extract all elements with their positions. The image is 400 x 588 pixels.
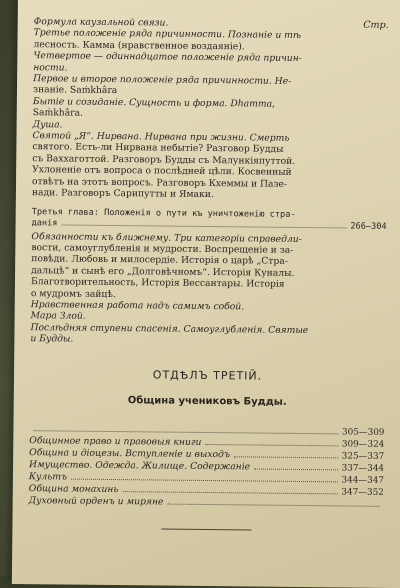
- toc-line: Обязанности къ ближнему. Три категорiи справедли-: [31, 230, 302, 245]
- part-3-title: ОТДѢЛЪ ТРЕТIЙ.: [152, 367, 263, 383]
- toc-line: Формула каузальной связи.: [33, 16, 169, 29]
- toc-line: Душа.: [32, 118, 63, 131]
- toc-entry-text: Духовный орденъ и миряне: [28, 494, 164, 508]
- part-3-subtitle: Община учениковъ Будды.: [127, 394, 287, 408]
- toc-entry-text: Община монахинь: [28, 482, 119, 495]
- toc-entry-pages: 347—352: [341, 486, 384, 498]
- toc-line: Мара Злой.: [30, 310, 86, 323]
- toc-line: дальцѣ“ и сынѣ его „Долговѣчномъ“. Исторiя Куналы.: [31, 264, 295, 279]
- leader-dots: [234, 456, 338, 458]
- toc-line: знанiе. Saṁkhâra: [32, 84, 118, 97]
- section-b: [30, 231, 386, 349]
- page-content: [28, 16, 388, 531]
- toc-line: Бытiе и созиданiе. Сущность и форма. Dhamma,: [32, 96, 276, 110]
- toc-line: Ухлоненiе отъ вопроса о послѣдней цѣли. Косвенный: [32, 164, 292, 179]
- part-3-toc: [29, 423, 385, 511]
- toc-entry-pages: 309—324: [341, 438, 385, 450]
- toc-line: святого. Есть-ли Нирвана небытiе? Разговор Будды: [32, 141, 284, 156]
- chapter-3-title-line2: данiя: [31, 217, 58, 228]
- toc-line: и Будды.: [30, 333, 74, 345]
- toc-line: съ Ваххаготтой. Разговоръ Будды съ Малункiяпуттой.: [32, 153, 296, 167]
- leader-dots: [61, 224, 346, 228]
- chapter-3-title-line1: Третья глава: Положенiя о пути къ уничтоженiю стра-: [31, 206, 296, 220]
- toc-line: отвѣтъ на этотъ вопросъ. Разговоръ Кхеммы и Пазе-: [31, 175, 288, 190]
- closing-rule: [161, 528, 251, 530]
- book-page: [12, 0, 400, 588]
- page-column-label: Стр.: [363, 19, 389, 31]
- chapter-3-pages: 266—304: [350, 220, 387, 232]
- leader-dots: [33, 430, 338, 434]
- toc-entry-text: Культъ: [28, 470, 68, 483]
- section-a: [32, 16, 389, 202]
- leader-dots: [122, 491, 337, 494]
- toc-line: повѣди. Любовь и милосердiе. Исторiя о царѣ „Стра-: [31, 253, 288, 268]
- chapter-3-title-row: [32, 218, 387, 233]
- leader-dots: [71, 478, 337, 482]
- toc-entry-pages: 305—309: [341, 426, 385, 438]
- toc-row: [29, 495, 384, 511]
- toc-line: Святой „Я“. Нирвана. Нирвана при жизни. Смерть: [32, 130, 290, 144]
- toc-line: Четвертое — одиннадцатое положенiе ряда причин-: [33, 50, 302, 65]
- toc-entry-pages: 325—337: [341, 450, 385, 462]
- toc-line: вости, самоуглубленiя и мудрости. Воспрещенiе и за-: [31, 242, 294, 256]
- chapter-3-heading: [32, 207, 387, 233]
- toc-entry-pages: 337—344: [341, 462, 385, 474]
- leader-dots: [167, 503, 379, 506]
- toc-line: Послѣдняя ступени спасенiя. Самоуглубленiя. Святые: [30, 321, 309, 336]
- toc-entry-pages: 344—347: [341, 474, 384, 486]
- toc-line: Первое и второе положенiе ряда причинности. Не-: [33, 73, 292, 87]
- toc-entry-text: Имущество. Одежда. Жилище. Содержанiе: [29, 458, 251, 473]
- toc-line: Saṁkhâra.: [32, 107, 84, 119]
- leader-dots: [254, 468, 338, 470]
- leader-dots: [205, 444, 337, 446]
- toc-entry-text: Община и дiоцезы. Вступленiе и выходъ: [29, 446, 231, 460]
- toc-line: лесность. Камма (нравственное воздаянiе).: [33, 38, 245, 53]
- toc-entry-text: Общинное право и правовыя книги: [29, 434, 202, 448]
- toc-line: Третье положенiе ряда причинности. Познанiе и тѣ: [33, 27, 302, 42]
- toc-line: Нравственная работа надъ самимъ собой.: [30, 299, 245, 313]
- toc-line: ности.: [33, 61, 68, 74]
- toc-line: о мудромъ зайцѣ.: [30, 287, 116, 300]
- toc-line: нади. Разговоръ Сарипутты и Ямаки.: [31, 187, 214, 201]
- toc-line: Благотворительность, Исторiя Вессантары. Исторiя: [30, 276, 285, 290]
